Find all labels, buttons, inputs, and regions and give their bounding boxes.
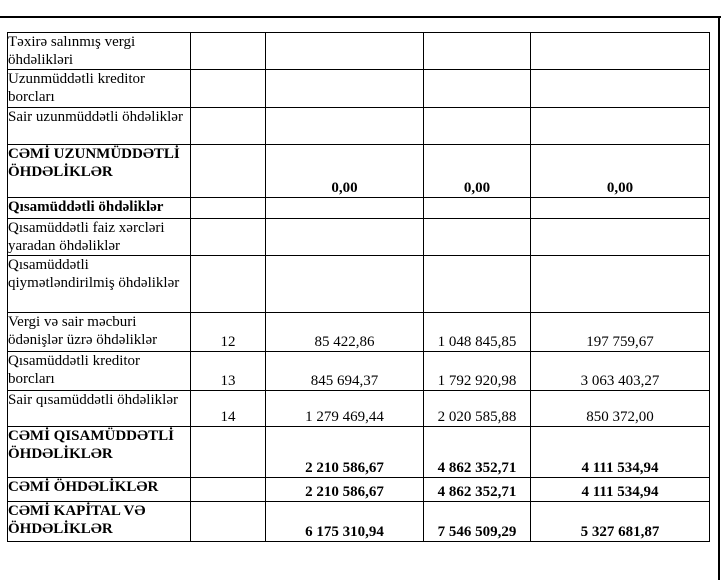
table-row-total-shortterm — [8, 427, 710, 478]
table-row-total-liabilities — [8, 478, 710, 502]
value-cell: 2 020 585,88 — [424, 391, 531, 427]
value-cell: 0,00 — [531, 145, 710, 198]
table-row-total-capital-liabilities — [8, 502, 710, 542]
value-cell: 4 862 352,71 — [424, 478, 531, 502]
value-cell: 4 111 534,94 — [531, 427, 710, 478]
row-label-cell: Vergi və sair məcburi ödənişlər üzrə öhdəliklər — [8, 313, 191, 352]
value-cell: 85 422,86 — [266, 313, 424, 352]
note-cell — [191, 478, 266, 502]
value-cell — [531, 108, 710, 145]
value-cell — [424, 219, 531, 256]
note-cell: 12 — [191, 313, 266, 352]
value-cell: 7 546 509,29 — [424, 502, 531, 542]
table-row — [8, 33, 710, 70]
value-cell: 5 327 681,87 — [531, 502, 710, 542]
row-label-cell: Qısamüddətli öhdəliklər — [8, 198, 191, 219]
note-cell — [191, 219, 266, 256]
note-cell — [191, 427, 266, 478]
value-cell: 0,00 — [266, 145, 424, 198]
note-cell — [191, 108, 266, 145]
row-label-cell: Qısamüddətli qiymətləndirilmiş öhdəliklər — [8, 256, 191, 313]
row-label-cell: Uzunmüddətli kreditor borcları — [8, 70, 191, 108]
value-cell: 1 792 920,98 — [424, 352, 531, 391]
table-row — [8, 219, 710, 256]
table-row — [8, 256, 710, 313]
row-label-cell: CƏMİ KAPİTAL VƏ ÖHDƏLİKLƏR — [8, 502, 191, 542]
row-label-cell: CƏMİ ÖHDƏLİKLƏR — [8, 478, 191, 502]
row-label-cell: CƏMİ QISAMÜDDƏTLİ ÖHDƏLİKLƏR — [8, 427, 191, 478]
table-row — [8, 313, 710, 352]
table-row-section-header — [8, 198, 710, 219]
value-cell: 6 175 310,94 — [266, 502, 424, 542]
table-row — [8, 108, 710, 145]
value-cell: 0,00 — [424, 145, 531, 198]
value-cell — [424, 33, 531, 70]
value-cell — [266, 198, 424, 219]
page-right-rule — [718, 16, 720, 580]
value-cell — [424, 108, 531, 145]
table-row — [8, 70, 710, 108]
value-cell — [531, 198, 710, 219]
table-row — [8, 391, 710, 427]
value-cell: 2 210 586,67 — [266, 427, 424, 478]
note-cell: 14 — [191, 391, 266, 427]
value-cell: 3 063 403,27 — [531, 352, 710, 391]
row-label-cell: CƏMİ UZUNMÜDDƏTLİ ÖHDƏLİKLƏR — [8, 145, 191, 198]
value-cell — [266, 256, 424, 313]
value-cell: 845 694,37 — [266, 352, 424, 391]
liabilities-table — [7, 32, 710, 542]
row-label-cell: Qısamüddətli faiz xərcləri yaradan öhdəliklər — [8, 219, 191, 256]
value-cell: 2 210 586,67 — [266, 478, 424, 502]
value-cell: 4 862 352,71 — [424, 427, 531, 478]
value-cell: 850 372,00 — [531, 391, 710, 427]
note-cell — [191, 502, 266, 542]
table-row-total-longterm — [8, 145, 710, 198]
value-cell — [531, 33, 710, 70]
value-cell — [424, 198, 531, 219]
value-cell: 4 111 534,94 — [531, 478, 710, 502]
value-cell: 1 279 469,44 — [266, 391, 424, 427]
row-label-cell: Təxirə salınmış vergi öhdəlikləri — [8, 33, 191, 70]
row-label-cell: Qısamüddətli kreditor borcları — [8, 352, 191, 391]
note-cell — [191, 33, 266, 70]
table-row — [8, 352, 710, 391]
value-cell: 197 759,67 — [531, 313, 710, 352]
value-cell — [424, 70, 531, 108]
note-cell — [191, 198, 266, 219]
value-cell — [266, 108, 424, 145]
value-cell: 1 048 845,85 — [424, 313, 531, 352]
page-top-rule — [0, 16, 721, 18]
value-cell — [266, 70, 424, 108]
note-cell — [191, 70, 266, 108]
value-cell — [266, 219, 424, 256]
value-cell — [531, 256, 710, 313]
row-label-cell: Sair uzunmüddətli öhdəliklər — [8, 108, 191, 145]
note-cell: 13 — [191, 352, 266, 391]
value-cell — [266, 33, 424, 70]
note-cell — [191, 256, 266, 313]
value-cell — [531, 219, 710, 256]
row-label-cell: Sair qısamüddətli öhdəliklər — [8, 391, 191, 427]
note-cell — [191, 145, 266, 198]
value-cell — [531, 70, 710, 108]
value-cell — [424, 256, 531, 313]
